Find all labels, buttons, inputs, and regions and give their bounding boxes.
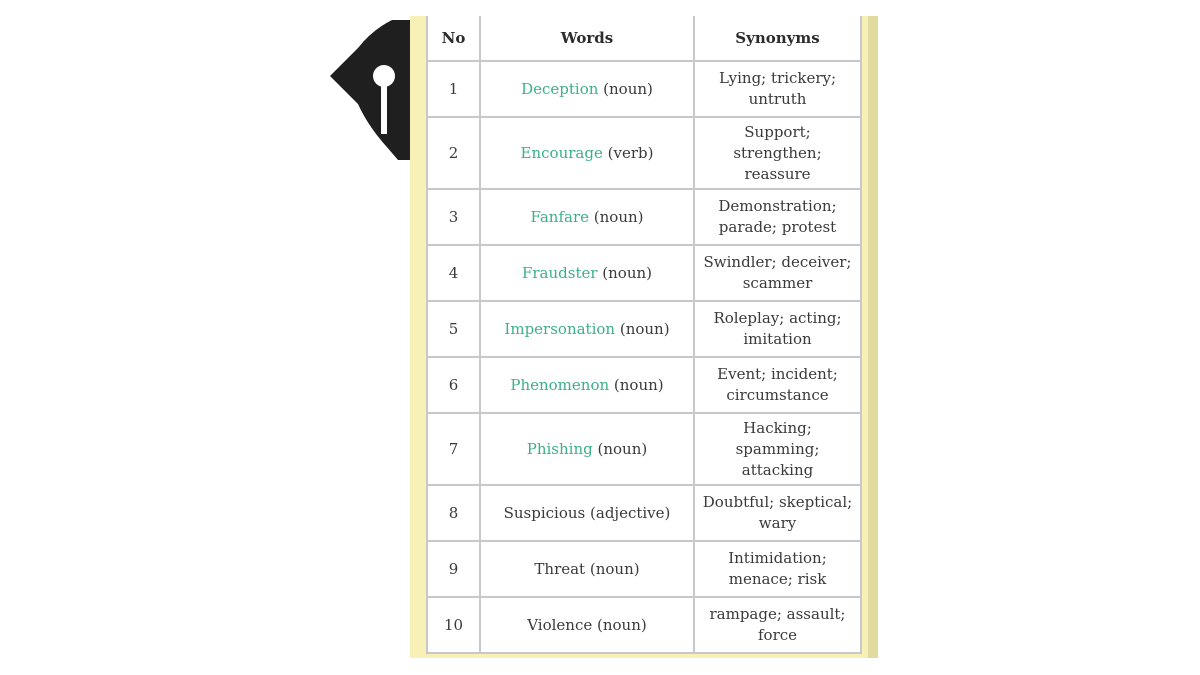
word-term: Fanfare [530, 207, 590, 226]
synonyms-cell: Swindler; deceiver; scammer [694, 245, 861, 301]
word-cell [480, 357, 694, 413]
synonyms-cell: Support; strengthen; reassure [694, 117, 861, 189]
part-of-speech: (adjective) [585, 503, 671, 522]
row-number: 10 [427, 597, 480, 653]
synonyms-cell: Lying; trickery; untruth [694, 61, 861, 117]
synonyms-cell: Intimidation; menace; risk [694, 541, 861, 597]
word-term: Fraudster [521, 263, 598, 282]
word-term: Deception [521, 79, 599, 98]
header-words: Words [480, 16, 694, 61]
word-cell [480, 485, 694, 541]
part-of-speech: (noun) [615, 319, 670, 338]
word-term: Phishing [526, 439, 593, 458]
table-row [427, 301, 861, 357]
word-term: Suspicious [503, 503, 586, 522]
row-number: 2 [427, 117, 480, 189]
row-number: 8 [427, 485, 480, 541]
word-cell [480, 189, 694, 245]
synonyms-cell: Demonstration; parade; protest [694, 189, 861, 245]
row-number: 9 [427, 541, 480, 597]
word-cell [480, 61, 694, 117]
table-row [427, 357, 861, 413]
header-synonyms: Synonyms [694, 16, 861, 61]
table-row [427, 117, 861, 189]
part-of-speech: (noun) [589, 207, 644, 226]
row-number: 1 [427, 61, 480, 117]
row-number: 4 [427, 245, 480, 301]
word-term: Encourage [520, 143, 603, 162]
part-of-speech: (noun) [609, 375, 664, 394]
table-row [427, 61, 861, 117]
row-number: 3 [427, 189, 480, 245]
synonyms-cell: Roleplay; acting; imitation [694, 301, 861, 357]
row-number: 7 [427, 413, 480, 485]
table-row [427, 413, 861, 485]
table-row [427, 597, 861, 653]
table-header-row [427, 16, 861, 61]
synonyms-cell: Event; incident; circumstance [694, 357, 861, 413]
part-of-speech: (noun) [592, 439, 648, 458]
vocabulary-table [426, 16, 862, 654]
word-cell [480, 301, 694, 357]
word-term: Threat [534, 559, 586, 578]
table-row [427, 189, 861, 245]
pen-nib-icon [328, 20, 414, 160]
part-of-speech: (noun) [592, 615, 647, 634]
table-row [427, 245, 861, 301]
synonyms-cell: Doubtful; skeptical; wary [694, 485, 861, 541]
part-of-speech: (noun) [597, 263, 653, 282]
synonyms-cell: rampage; assault; force [694, 597, 861, 653]
table-body [427, 61, 861, 653]
word-cell [480, 413, 694, 485]
part-of-speech: (noun) [598, 79, 653, 98]
table-row [427, 541, 861, 597]
word-cell [480, 541, 694, 597]
word-cell [480, 245, 694, 301]
header-no: No [427, 16, 480, 61]
synonyms-cell: Hacking; spamming; attacking [694, 413, 861, 485]
word-cell [480, 117, 694, 189]
row-number: 6 [427, 357, 480, 413]
part-of-speech: (noun) [585, 559, 640, 578]
word-term: Phenomenon [510, 375, 610, 394]
word-term: Impersonation [504, 319, 616, 338]
part-of-speech: (verb) [602, 143, 654, 162]
table-row [427, 485, 861, 541]
word-term: Violence [527, 615, 593, 634]
word-cell [480, 597, 694, 653]
row-number: 5 [427, 301, 480, 357]
